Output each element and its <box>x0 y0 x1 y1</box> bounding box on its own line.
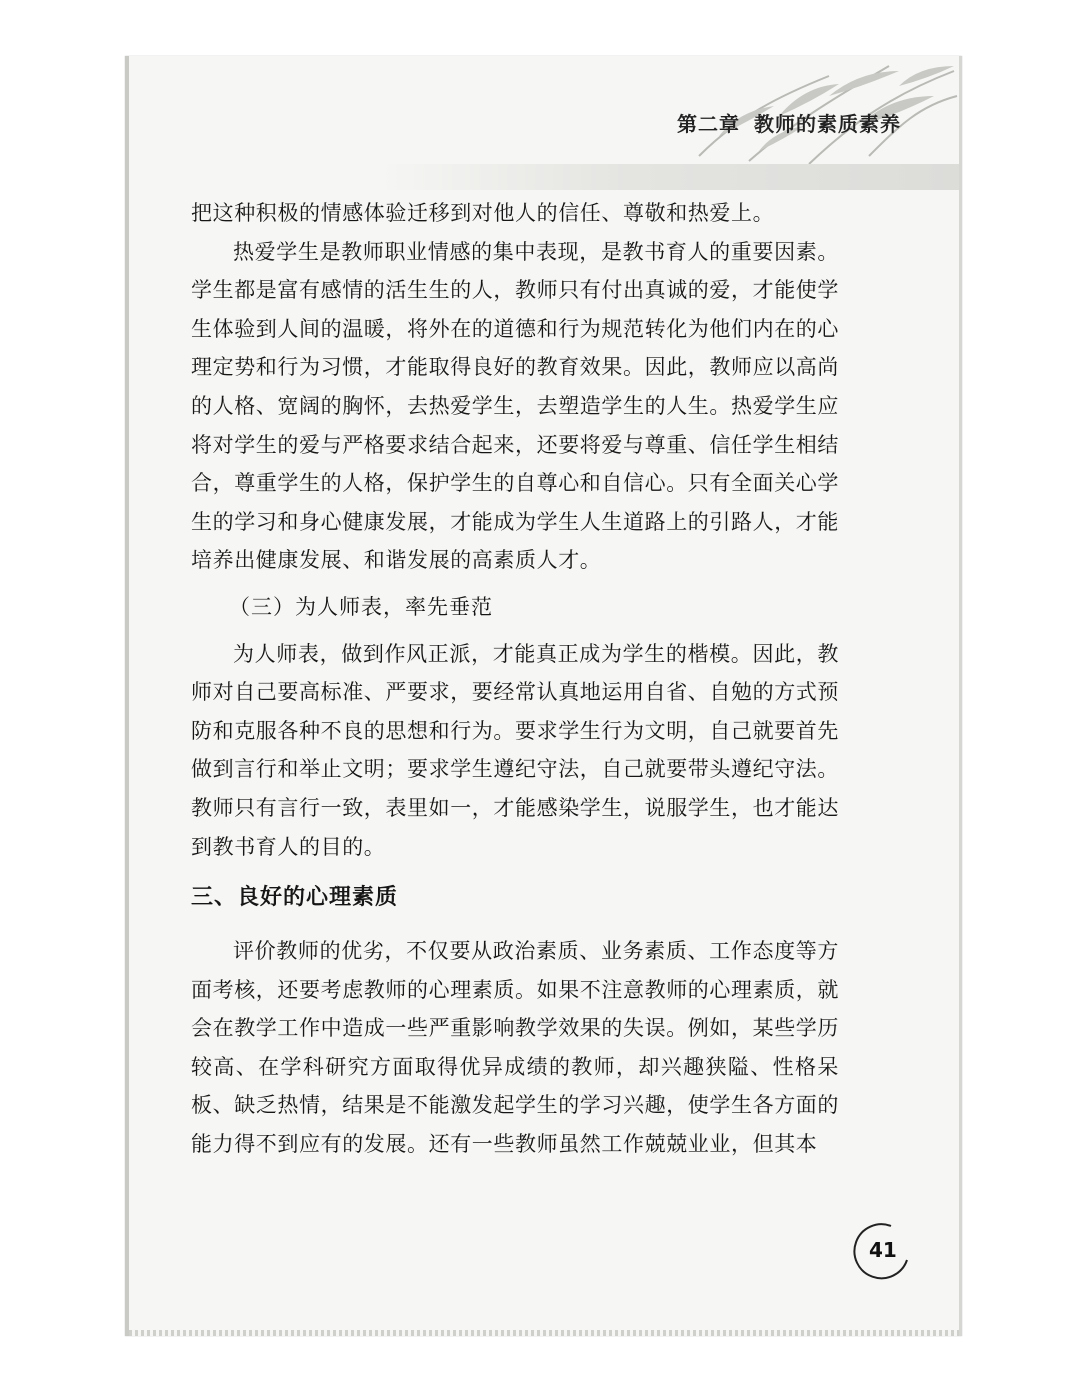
header-band <box>129 164 959 190</box>
page-body <box>191 194 839 1164</box>
paragraph-1: 把这种积极的情感体验迁移到对他人的信任、尊敬和热爱上。 <box>191 201 775 225</box>
section-heading: 三、良好的心理素质 <box>191 885 399 911</box>
paragraph-3: 为人师表，做到作风正派，才能真正成为学生的楷模。因此，教师对自己要高标准、严要求，要经常认真地运用自省、自勉的方式预防和克服各种不良的思想和行为。要求学生行为文明，自己就要首先做到言行和举止文明；要求学生遵纪守法，自己就要带头遵纪守法。教师只有言行一致，表里如一，才能感染学生，说服学生，也才能达到教书育人的目的。 <box>191 641 839 859</box>
subsection-heading: （三）为人师表，率先垂范 <box>229 594 493 619</box>
page-number: 41 <box>869 1238 897 1262</box>
page-number-badge <box>851 1220 913 1282</box>
paragraph-2: 热爱学生是教师职业情感的集中表现，是教书育人的重要因素。学生都是富有感情的活生生的人，教师只有付出真诚的爱，才能使学生体验到人间的温暖，将外在的道德和行为规范转化为他们内在的心理定势和行为习惯，才能取得良好的教育效果。因此，教师应以高尚的人格、宽阔的胸怀，去热爱学生，去塑造学生的人生。热爱学生应将对学生的爱与严格要求结合起来，还要将爱与尊重、信任学生相结合，尊重学生的人格，保护学生的自尊心和自信心。只有全面关心学生的学习和身心健康发展，才能成为学生人生道路上的引路人，才能培养出健康发展、和谐发展的高素质人才。 <box>191 239 839 573</box>
chapter-title: 教师的素质素养 <box>754 112 901 136</box>
book-page <box>125 56 962 1336</box>
paragraph-4: 评价教师的优劣，不仅要从政治素质、业务素质、工作态度等方面考核，还要考虑教师的心理素质。如果不注意教师的心理素质，就会在教学工作中造成一些严重影响教学效果的失误。例如，某些学历较高、在学科研究方面取得优异成绩的教师，却兴趣狭隘、性格呆板、缺乏热情，结果是不能激发起学生的学习兴趣，使学生各方面的能力得不到应有的发展。还有一些教师虽然工作兢兢业业，但其本 <box>191 939 839 1157</box>
chapter-number: 第二章 <box>677 112 740 136</box>
running-head <box>677 108 901 137</box>
